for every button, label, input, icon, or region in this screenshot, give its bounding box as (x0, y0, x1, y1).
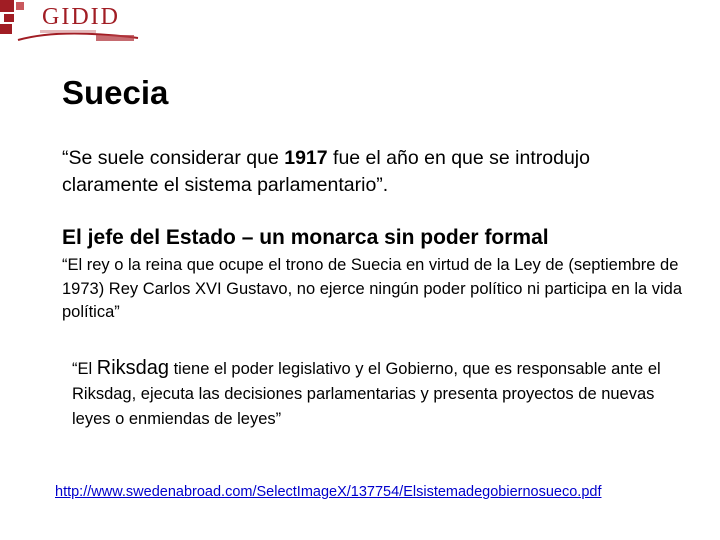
head-of-state-heading: El jefe del Estado – un monarca sin poder formal (62, 226, 549, 249)
quote1-open: “Se suele considerar que (62, 147, 285, 169)
source-link[interactable]: http://www.swedenabroad.com/SelectImageX/137754/Elsistemadegobiernosueco.pdf (55, 484, 602, 500)
monarch-quote: “El rey o la reina que ocupe el trono de Suecia en virtud de la Ley de (septiembre de 1973) Rey Carlos XVI Gustavo, no ejerce ningún poder político ni participa en la vida política” (62, 256, 683, 321)
slide-title: Suecia (62, 74, 169, 111)
para3-rest: tiene el poder legislativo y el Gobierno, que es responsable ante el Riksdag, ejecuta las decisiones parlamentarias y presenta proyectos de nuevas leyes o enmiendas de leyes” (72, 360, 661, 428)
quote-1917 (62, 145, 682, 199)
para3-open: “El (72, 360, 97, 378)
quote1-year: 1917 (284, 147, 328, 169)
riksdag-term: Riksdag (96, 357, 170, 379)
quote1-close: fue el año en que se introdujo claramente el sistema parlamentario”. (62, 147, 590, 196)
gidid-logo (0, 0, 140, 46)
logo-text: GIDID (42, 4, 120, 30)
riksdag-quote (72, 356, 692, 432)
